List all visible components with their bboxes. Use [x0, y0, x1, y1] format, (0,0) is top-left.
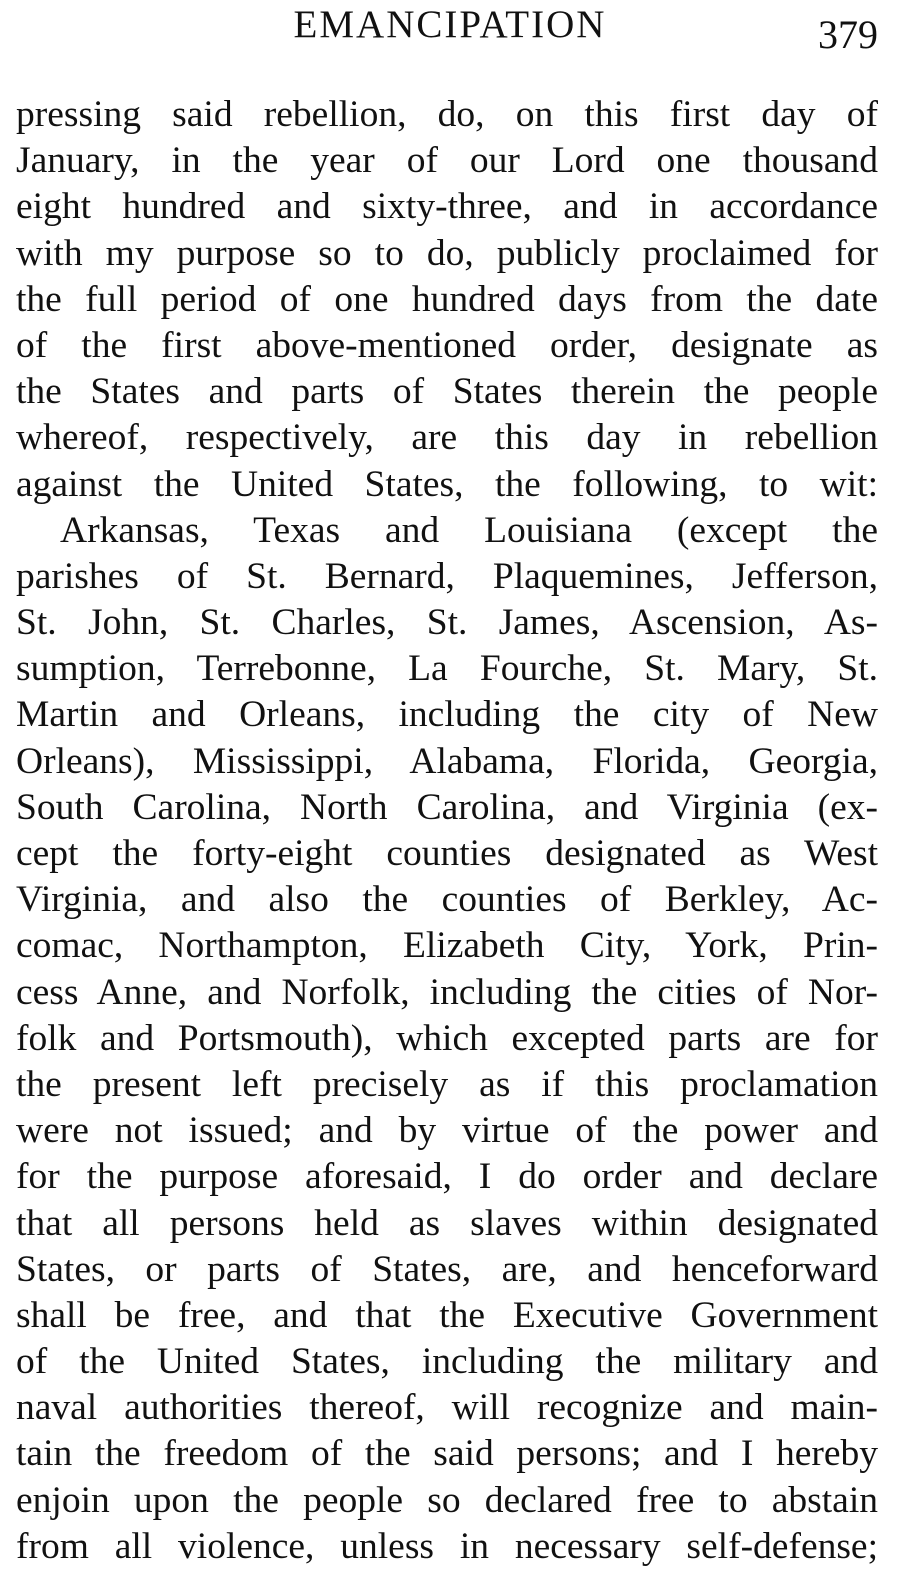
- text-line: of the first above-mentioned order, designate as: [16, 324, 878, 366]
- text-line: parishes of St. Bernard, Plaquemines, Jefferson,: [16, 555, 878, 597]
- text-line: enjoin upon the people so declared free to abstain: [16, 1479, 878, 1521]
- text-line: with my purpose so to do, publicly proclaimed for: [16, 232, 878, 274]
- text-line: States, or parts of States, are, and henceforward: [16, 1248, 878, 1290]
- text-line: of the United States, including the military and: [16, 1341, 878, 1383]
- text-line: St. John, St. Charles, St. James, Ascension, As-: [16, 602, 878, 644]
- text-line: eight hundred and sixty-three, and in accordance: [16, 186, 878, 228]
- text-line: comac, Northampton, Elizabeth City, York, Prin-: [16, 925, 878, 967]
- text-line: from all violence, unless in necessary self-defense;: [16, 1525, 878, 1567]
- text-line: sumption, Terrebonne, La Fourche, St. Mary, St.: [16, 648, 878, 690]
- text-line: cept the forty-eight counties designated as West: [16, 833, 878, 874]
- text-line: shall be free, and that the Executive Government: [16, 1294, 878, 1336]
- text-line: the present left precisely as if this proclamation: [16, 1063, 878, 1105]
- running-head: [0, 0, 900, 60]
- text-line: Virginia, and also the counties of Berkley, Ac-: [16, 879, 878, 921]
- text-line: folk and Portsmouth), which excepted parts are for: [16, 1017, 878, 1059]
- text-line: Orleans), Mississippi, Alabama, Florida, Georgia,: [16, 740, 878, 782]
- chapter-title: EMANCIPATION: [293, 3, 607, 46]
- text-line: naval authorities thereof, will recognize and main-: [16, 1387, 878, 1429]
- text-line: for the purpose aforesaid, I do order and declare: [16, 1156, 878, 1198]
- text-line: South Carolina, North Carolina, and Virginia (ex-: [16, 786, 878, 828]
- text-line: cess Anne, and Norfolk, including the cities of Nor-: [16, 971, 878, 1013]
- text-line: the States and parts of States therein the people: [16, 371, 878, 413]
- text-line: Martin and Orleans, including the city of New: [16, 694, 878, 736]
- text-line: whereof, respectively, are this day in rebellion: [16, 417, 878, 459]
- text-line: against the United States, the following, to wit:: [16, 463, 878, 505]
- paragraph-first-line: Arkansas, Texas and Louisiana (except the: [60, 509, 878, 551]
- text-line: were not issued; and by virtue of the power and: [16, 1110, 878, 1152]
- body-text: [16, 92, 878, 1570]
- text-line: January, in the year of our Lord one thousand: [16, 140, 878, 182]
- text-line: the full period of one hundred days from the date: [16, 278, 878, 320]
- page-number: 379: [818, 12, 878, 57]
- text-line: pressing said rebellion, do, on this first day of: [16, 94, 878, 135]
- text-line: tain the freedom of the said persons; and I hereby: [16, 1433, 878, 1475]
- text-line: that all persons held as slaves within designated: [16, 1202, 878, 1244]
